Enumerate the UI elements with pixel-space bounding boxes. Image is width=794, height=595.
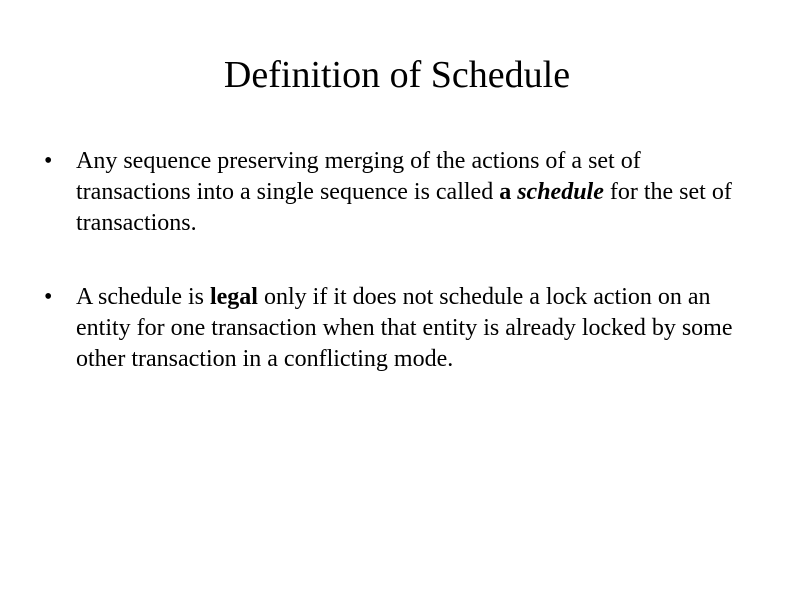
slide-title: Definition of Schedule [223,54,571,96]
bullet-item [0,282,756,375]
bullet-text-emphasis-article: a [499,179,518,205]
bullet-text-segment: only if it does not schedule a lock action on an entity for one transaction when that entity is already locked by some other transaction in a conflicting mode. [76,284,733,372]
bullet-dot-icon: • [44,148,53,174]
bullet-dot-icon: • [44,284,53,310]
bullet-text [76,282,756,375]
bullet-text-segment: Any sequence preserving merging of the actions of a set of transactions into a single sequence is called [76,148,641,205]
bullet-text [76,146,756,239]
bullet-text-segment: for the set of transactions. [76,179,732,236]
bullet-text-emphasis-term: schedule [517,179,604,205]
bullet-text-emphasis-term: legal [209,284,258,310]
bullet-list [0,146,794,375]
bullet-item [0,146,756,239]
bullet-text-segment: A schedule is [76,284,210,310]
